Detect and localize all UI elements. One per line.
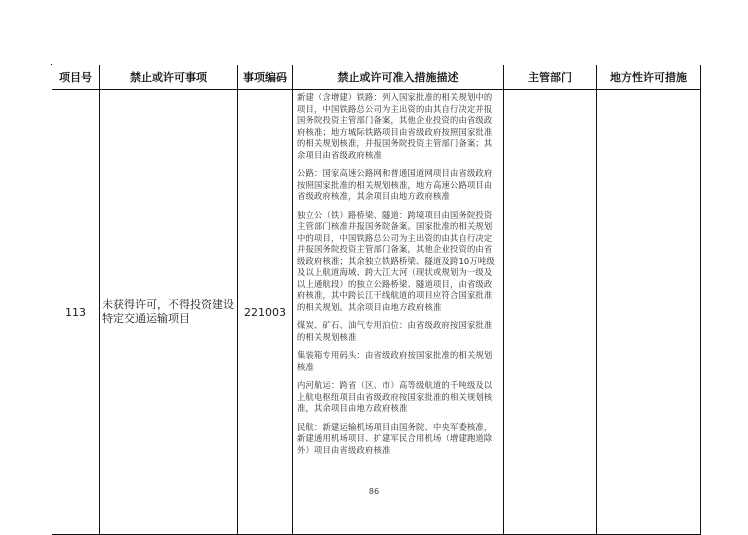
header-code: 事项编码 <box>238 65 293 90</box>
permit-table <box>51 64 687 455</box>
row-code: 221003 <box>238 90 293 535</box>
page-number: 86 <box>368 487 380 496</box>
measure-bridge-tunnel: 独立公（铁）路桥梁、隧道：跨境项目由国务院投资主管部门核准并报国务院备案。国家批准的相关规划中的项目，中国铁路总公司为主出资的由其自行决定并报国务院投资主管部门备案，其他企业投资的由省级政府核准；其余独立铁路桥梁、隧道及跨10万吨级及以上航道海域、跨大江大河（现状或规划为一级及以上通航段）的独立公路桥梁、隧道项目，由省级政府核准，其中跨长江干线航道的项目应符合国家批准的相关规划。其余项目由地方政府核准 <box>297 209 495 312</box>
measure-inland-waterway: 内河航运：跨省（区、市）高等级航道的千吨级及以上航电枢纽项目由省级政府按国家批准的相关规划核准，其余项目由地方政府核准 <box>297 380 493 413</box>
row-item-no: 113 <box>52 90 100 535</box>
row-local <box>597 90 701 535</box>
measure-highway: 公路：国家高速公路网和普通国道网项目由省级政府按照国家批准的相关规划核准，地方高速公路项目由省级政府核准，其余项目由地方政府核准 <box>297 168 493 201</box>
measure-container-terminal: 集装箱专用码头：由省级政府按国家批准的相关规划核准 <box>297 350 493 372</box>
row-matter: 未获得许可，不得投资建设特定交通运输项目 <box>100 90 238 535</box>
row-authority <box>504 90 597 535</box>
measure-civil-aviation: 民航：新建运输机场项目由国务院、中央军委核准，新建通用机场项目、扩建军民合用机场（增建跑道除外）项目由省级政府核准 <box>297 421 493 455</box>
measure-berth: 煤炭、矿石、油气专用泊位：由省级政府按国家批准的相关规划核准 <box>297 320 493 342</box>
measure-railway: 新建（含增建）铁路：列入国家批准的相关规划中的项目，中国铁路总公司为主出资的由其自行决定并报国务院投资主管部门备案，其他企业投资的由省级政府核准；地方城际铁路项目由省级政府按照国家批准的相关规划核准，并报国务院投资主管部门备案；其余项目由省级政府核准 <box>297 92 493 160</box>
header-item-no: 项目号 <box>52 65 100 90</box>
row-measure <box>293 90 504 535</box>
header-matter: 禁止或许可事项 <box>100 65 238 90</box>
header-measure: 禁止或许可准入措施描述 <box>293 65 504 90</box>
header-authority: 主管部门 <box>504 65 597 90</box>
header-local: 地方性许可措施 <box>597 65 701 90</box>
